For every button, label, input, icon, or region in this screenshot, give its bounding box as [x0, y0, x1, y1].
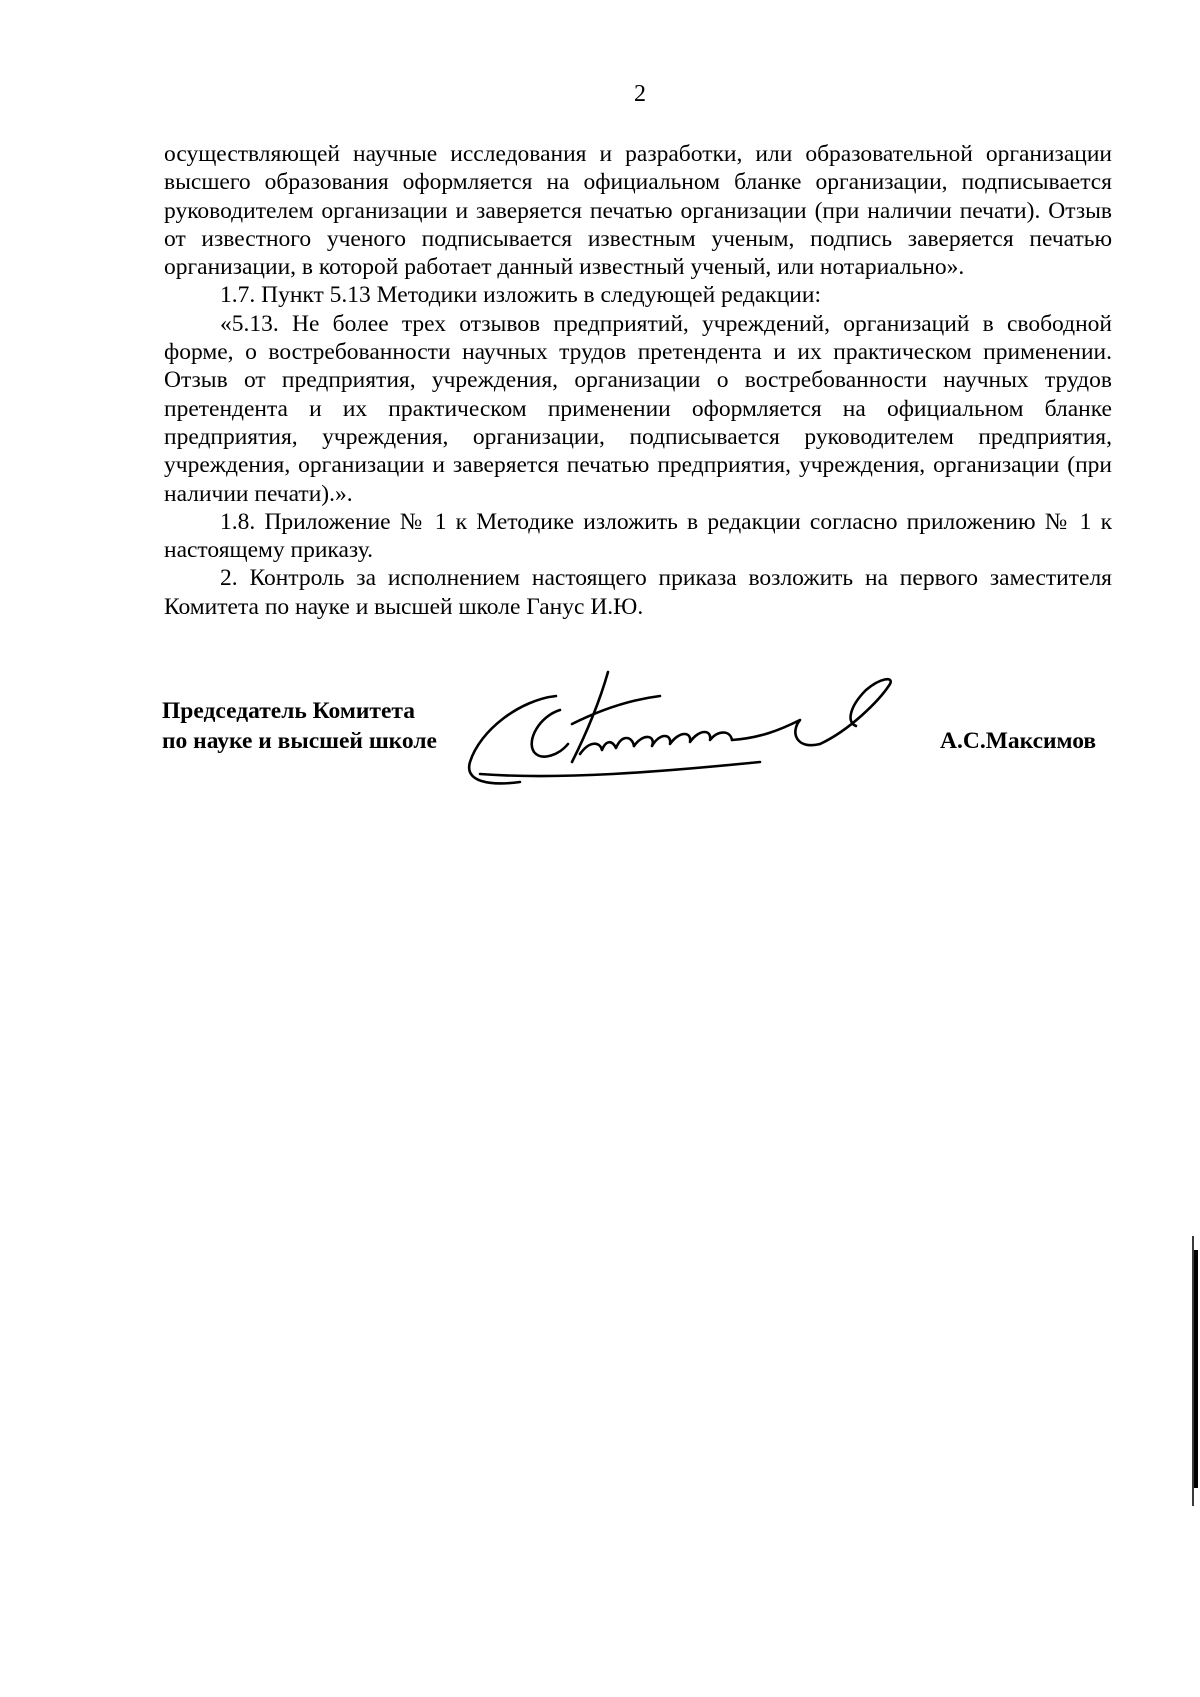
handwritten-signature — [460, 670, 940, 790]
page-number: 2 — [634, 81, 646, 107]
document-body — [164, 140, 1112, 621]
paragraph-item-5-13: «5.13. Не более трех отзывов предприятий, учреждений, организаций в свободной форме, о востребованности научных трудов претендента и их практическом применении. Отзыв от предприятия, учреждения, организации о востребованности научных трудов претендента и их практическом применении оформляется на официальном бланке предприятия, учреждения, организации, подписывается руководителем предприятия, учреждения, организации и заверяется печатью предприятия, учреждения, организации (при наличии печати).». — [164, 310, 1112, 507]
signatory-title-line-2: по науке и высшей школе — [162, 728, 437, 754]
signatory-name: А.С.Максимов — [940, 728, 1097, 754]
signatory-title — [162, 696, 437, 756]
paragraph-continuation: осуществляющей научные исследования и разработки, или образовательной организации высшего образования оформляется на официальном бланке организации, подписывается руководителем организации и заверяется печатью организации (при наличии печати). Отзыв от известного ученого подписывается известным ученым, подпись заверяется печатью организации, в которой работает данный известный ученый, или нотариально». — [164, 141, 1112, 281]
signatory-title-line-1: Председатель Комитета — [162, 698, 415, 724]
paragraph-item-2: 2. Контроль за исполнением настоящего приказа возложить на первого заместителя Комитета по науке и высшей школе Ганус И.Ю. — [164, 565, 1112, 620]
scan-edge-mark-bold — [1194, 1250, 1198, 1488]
paragraph-item-1-7: 1.7. Пункт 5.13 Методики изложить в следующей редакции: — [220, 282, 821, 309]
paragraph-item-1-8: 1.8. Приложение № 1 к Методике изложить в редакции согласно приложению № 1 к настоящему приказу. — [164, 508, 1112, 564]
